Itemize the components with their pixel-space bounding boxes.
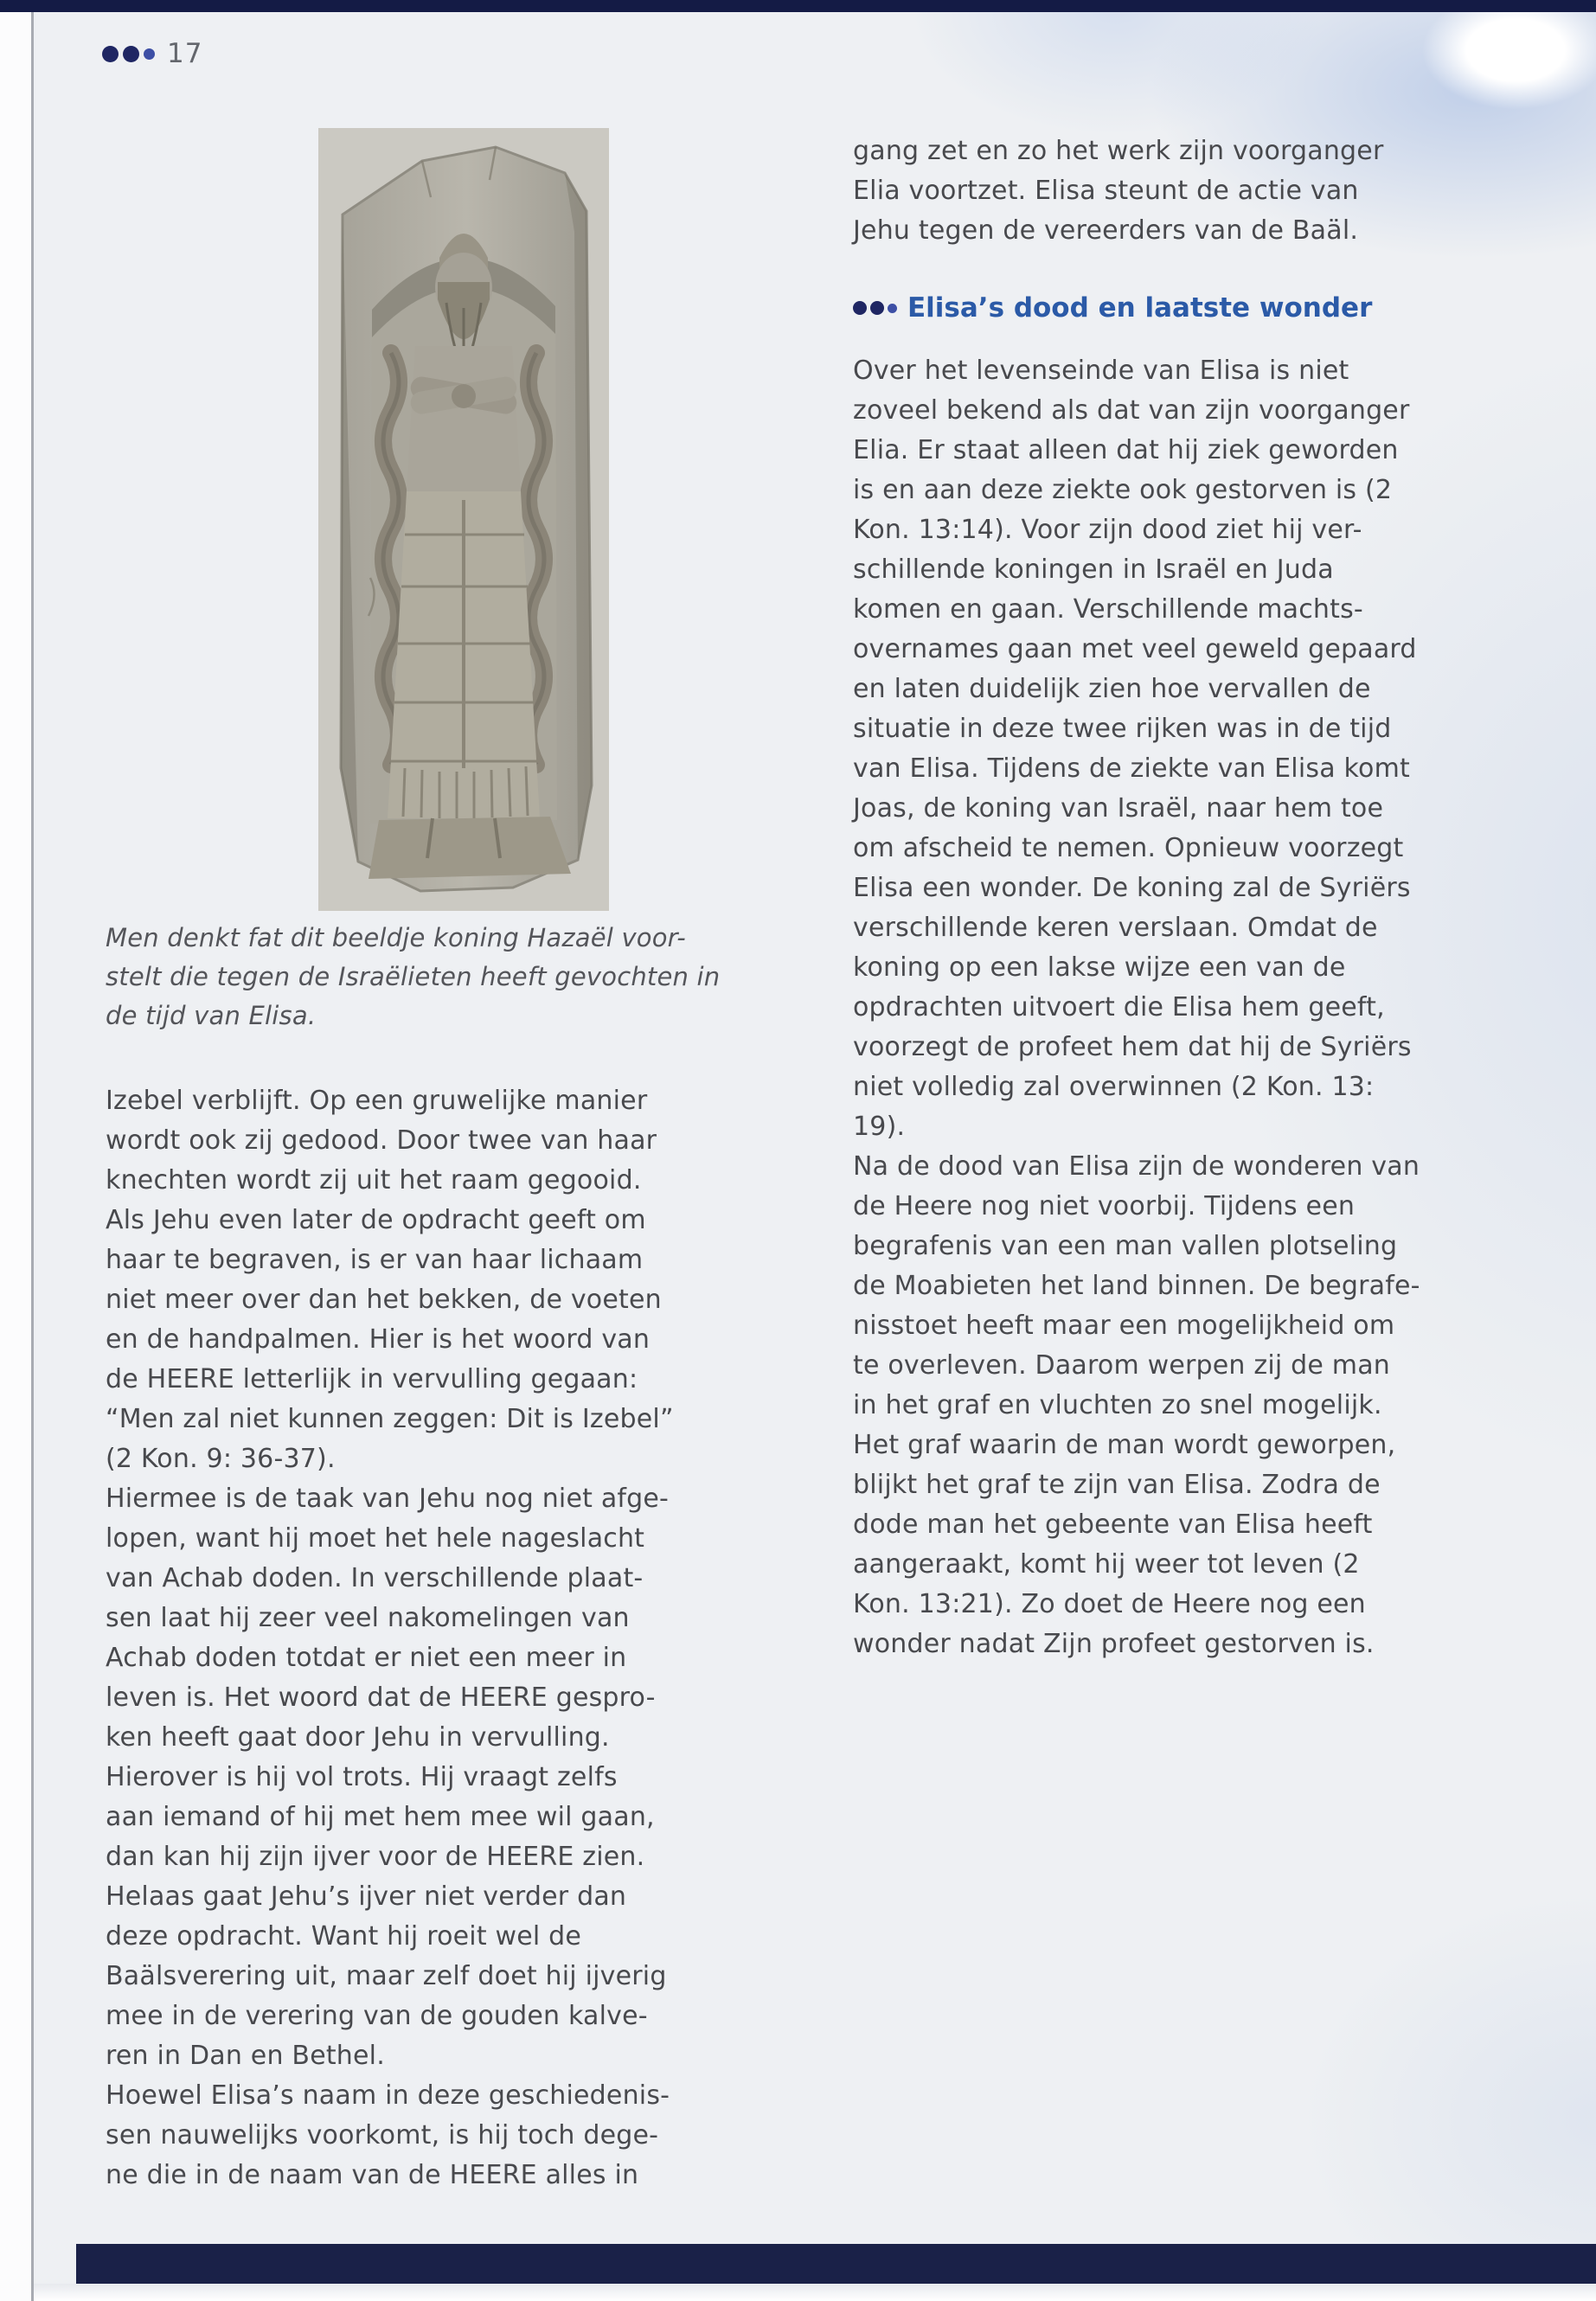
text-line: Achab doden totdat er niet een meer in: [106, 1643, 627, 1673]
text-line: niet meer over dan het bekken, de voeten: [106, 1285, 662, 1315]
text-line: en de handpalmen. Hier is het woord van: [106, 1324, 651, 1355]
text-line: begrafenis van een man vallen plotseling: [853, 1231, 1398, 1261]
text-line: Als Jehu even later de opdracht geeft om: [106, 1205, 646, 1235]
bullet-dot-icon: [102, 46, 119, 62]
text-line: blijkt het graf te zijn van Elisa. Zodra de: [853, 1470, 1381, 1500]
photo-caption: [106, 919, 798, 1035]
text-line: ren in Dan en Bethel.: [106, 2041, 385, 2071]
text-line: situatie in deze twee rijken was in de tijd: [853, 714, 1392, 744]
heading-bullet-icon: [888, 304, 897, 313]
right-column-para-1: [853, 351, 1486, 1147]
section-heading-label: Elisa’s dood en laatste wonder: [907, 292, 1373, 324]
text-line: wordt ook zij gedood. Door twee van haar: [106, 1125, 657, 1156]
text-line: Men denkt fat dit beeldje koning Hazaël voor-: [106, 923, 686, 952]
text-line: (2 Kon. 9: 36-37).: [106, 1444, 336, 1474]
heading-bullet-icon: [853, 301, 867, 315]
text-line: Elia voortzet. Elisa steunt de actie van: [853, 176, 1359, 206]
page-left-edge: [0, 12, 31, 2301]
text-line: gang zet en zo het werk zijn voorganger: [853, 136, 1384, 166]
text-line: dan kan hij zijn ijver voor de HEERE zien.: [106, 1842, 645, 1872]
text-line: Izebel verblijft. Op een gruwelijke manier: [106, 1086, 648, 1116]
text-line: Helaas gaat Jehu’s ijver niet verder dan: [106, 1881, 627, 1912]
page-number-row: [102, 38, 202, 69]
text-line: en laten duidelijk zien hoe vervallen de: [853, 674, 1371, 704]
text-line: Na de dood van Elisa zijn de wonderen van: [853, 1151, 1420, 1182]
text-line: Jehu tegen de vereerders van de Baäl.: [853, 215, 1359, 246]
text-line: “Men zal niet kunnen zeggen: Dit is Izebel”: [106, 1404, 674, 1434]
text-line: Over het levenseinde van Elisa is niet: [853, 356, 1349, 386]
bottom-page-edge: [34, 2284, 1596, 2301]
text-line: Baälsverering uit, maar zelf doet hij ijverig: [106, 1961, 667, 1991]
right-column-para-2: [853, 1147, 1486, 1664]
text-line: Hierover is hij vol trots. Hij vraagt zelfs: [106, 1762, 618, 1792]
top-edge-bar: [0, 0, 1596, 12]
text-line: ken heeft gaat door Jehu in vervulling.: [106, 1722, 610, 1753]
text-line: lopen, want hij moet het hele nageslacht: [106, 1523, 645, 1554]
text-line: voorzegt de profeet hem dat hij de Syriërs: [853, 1032, 1412, 1062]
bullet-dot-icon: [123, 46, 139, 62]
text-line: dode man het gebeente van Elisa heeft: [853, 1509, 1373, 1540]
text-line: haar te begraven, is er van haar lichaam: [106, 1245, 644, 1275]
left-column-text: [106, 1081, 808, 2195]
text-line: Het graf waarin de man wordt geworpen,: [853, 1430, 1396, 1460]
text-line: koning op een lakse wijze een van de: [853, 952, 1346, 983]
text-line: in het graf en vluchten zo snel mogelijk.: [853, 1390, 1382, 1420]
text-line: Elia. Er staat alleen dat hij ziek geworden: [853, 435, 1399, 465]
text-line: stelt die tegen de Israëlieten heeft gevochten in: [106, 962, 721, 991]
text-line: van Elisa. Tijdens de ziekte van Elisa komt: [853, 753, 1410, 784]
text-line: Kon. 13:14). Voor zijn dood ziet hij ver-: [853, 515, 1362, 545]
text-line: de Heere nog niet voorbij. Tijdens een: [853, 1191, 1356, 1221]
text-line: te overleven. Daarom werpen zij de man: [853, 1350, 1390, 1381]
text-line: niet volledig zal overwinnen (2 Kon. 13:: [853, 1072, 1375, 1102]
text-line: zoveel bekend als dat van zijn voorganger: [853, 395, 1410, 426]
text-line: de Moabieten het land binnen. De begrafe-: [853, 1271, 1420, 1301]
page-number: 17: [167, 38, 203, 69]
text-line: Joas, de koning van Israël, naar hem toe: [853, 793, 1384, 824]
text-line: is en aan deze ziekte ook gestorven is (2: [853, 475, 1393, 505]
right-column: [853, 131, 1486, 1664]
statue-image: [318, 128, 609, 911]
text-line: knechten wordt zij uit het raam gegooid.: [106, 1165, 642, 1195]
section-heading: [853, 287, 1486, 329]
text-line: sen nauwelijks voorkomt, is hij toch dege-: [106, 2120, 659, 2150]
text-line: wonder nadat Zijn profeet gestorven is.: [853, 1629, 1375, 1659]
text-line: komen en gaan. Verschillende machts-: [853, 594, 1363, 625]
text-line: aan iemand of hij met hem mee wil gaan,: [106, 1802, 655, 1832]
text-line: ne die in de naam van de HEERE alles in: [106, 2160, 639, 2190]
text-line: nisstoet heeft maar een mogelijkheid om: [853, 1311, 1395, 1341]
text-line: 19).: [853, 1112, 906, 1142]
statue-photo: [318, 128, 609, 911]
text-line: schillende koningen in Israël en Juda: [853, 554, 1334, 585]
text-line: deze opdracht. Want hij roeit wel de: [106, 1921, 582, 1952]
bottom-edge-bar: [76, 2244, 1596, 2284]
text-line: Elisa een wonder. De koning zal de Syriërs: [853, 873, 1411, 903]
text-line: de HEERE letterlijk in vervulling gegaan:: [106, 1364, 638, 1394]
text-line: verschillende keren verslaan. Omdat de: [853, 913, 1378, 943]
right-column-intro: [853, 131, 1486, 251]
text-line: sen laat hij zeer veel nakomelingen van: [106, 1603, 630, 1633]
text-line: van Achab doden. In verschillende plaat-: [106, 1563, 644, 1593]
page-edge-line: [31, 12, 34, 2301]
heading-bullet-icon: [870, 301, 884, 315]
text-line: Kon. 13:21). Zo doet de Heere nog een: [853, 1589, 1366, 1619]
text-line: overnames gaan met veel geweld gepaard: [853, 634, 1417, 664]
text-line: mee in de verering van de gouden kalve-: [106, 2001, 648, 2031]
text-line: leven is. Het woord dat de HEERE gespro-: [106, 1682, 656, 1713]
text-line: om afscheid te nemen. Opnieuw voorzegt: [853, 833, 1404, 863]
text-line: de tijd van Elisa.: [106, 1001, 317, 1030]
text-line: Hoewel Elisa’s naam in deze geschiedenis-: [106, 2080, 670, 2111]
bullet-dot-icon: [144, 48, 155, 60]
text-line: Hiermee is de taak van Jehu nog niet afge-: [106, 1484, 670, 1514]
text-line: aangeraakt, komt hij weer tot leven (2: [853, 1549, 1360, 1580]
text-line: opdrachten uitvoert die Elisa hem geeft,: [853, 992, 1385, 1022]
